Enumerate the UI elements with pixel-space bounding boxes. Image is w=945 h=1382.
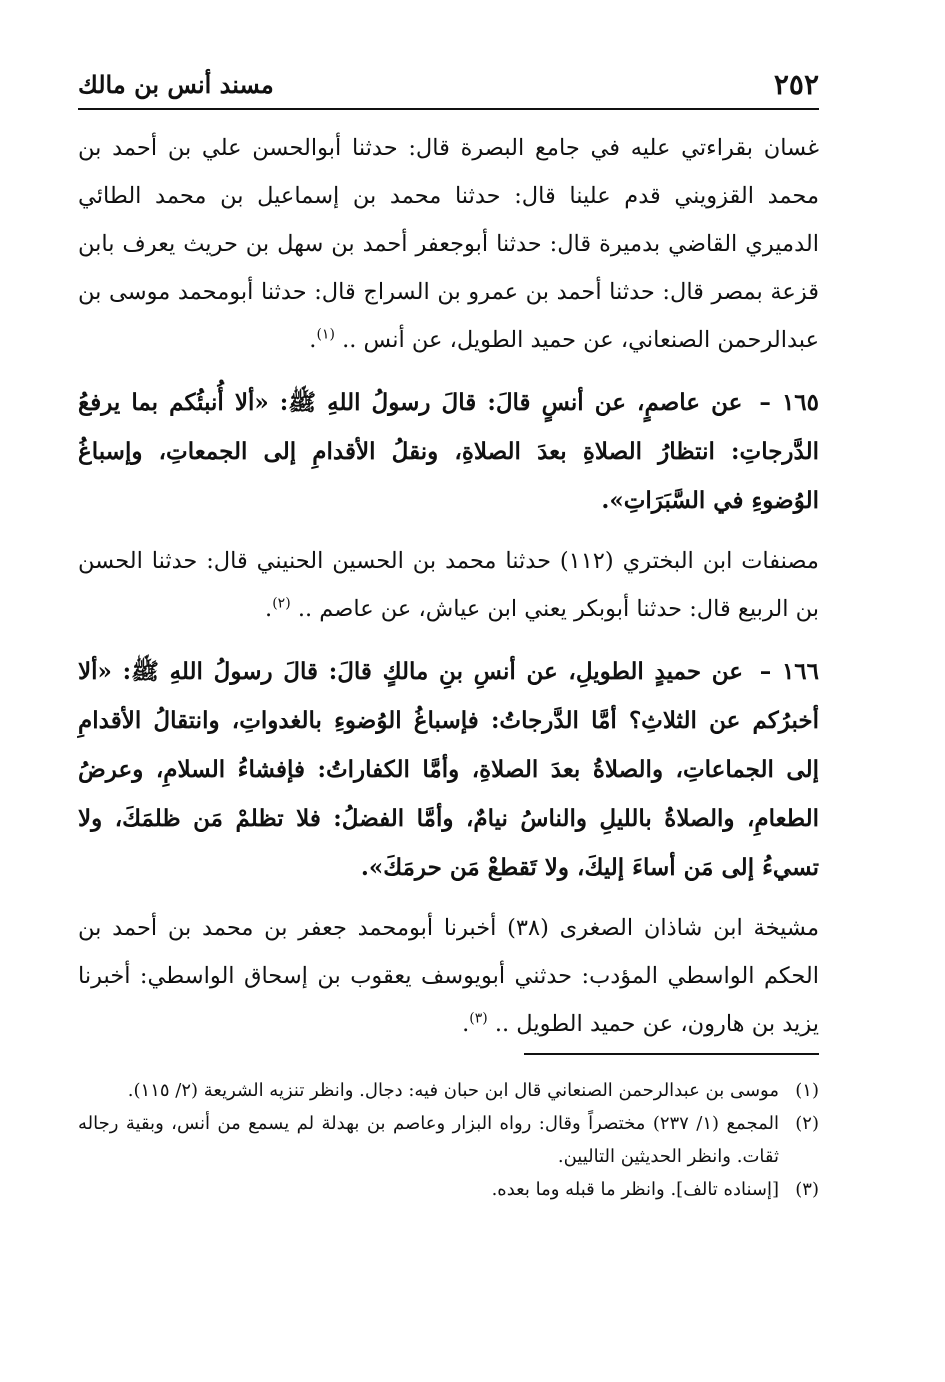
- isnad-paragraph: [78, 904, 819, 1048]
- footnote-number: (٢): [795, 1113, 819, 1134]
- isnad-paragraph: [78, 124, 819, 364]
- isnad-paragraph: [78, 537, 819, 633]
- footnote: [78, 1074, 819, 1107]
- hadith-paragraph: [78, 647, 819, 892]
- footnote-reference: (١): [316, 326, 335, 343]
- paragraph-end: .: [309, 327, 317, 353]
- footnote-number: (٣): [795, 1179, 819, 1200]
- footnote: [78, 1107, 819, 1173]
- paragraph-end: .: [462, 1011, 470, 1037]
- footnote-separator: [524, 1053, 819, 1055]
- footnotes: [78, 1074, 819, 1206]
- hadith-text: عن عاصمٍ، عن أنسٍ قالَ: قالَ رسولُ اللهِ ﷺ: «ألا أُنبئُكم بما يرفعُ الدَّرجاتِ: انتظارُ الصلاةِ بعدَ الصلاةِ، ونقلُ الأقدامِ إلى الجمعاتِ، وإسباغُ الوُضوءِ في السَّبَرَاتِ».: [78, 389, 819, 514]
- header-rule: [78, 108, 819, 110]
- main-text: [78, 124, 819, 1062]
- footnote-reference: (٢): [272, 595, 291, 612]
- footnote-text: موسى بن عبدالرحمن الصنعاني قال ابن حبان فيه: دجال. وانظر تنزيه الشريعة (٢/ ١١٥).: [127, 1080, 779, 1101]
- isnad-text: مصنفات ابن البختري (١١٢) حدثنا محمد بن الحسين الحنيني قال: حدثنا الحسن بن الربيع قال: حدثنا أبوبكر يعني ابن عياش، عن عاصم ..: [78, 548, 819, 622]
- footnote-text: المجمع (١/ ٢٣٧) مختصراً وقال: رواه البزار وعاصم بن بهدلة لم يسمع من أنس، وبقية رجاله ثقات. وانظر الحديثين التاليين.: [78, 1113, 779, 1167]
- footnote-text: [إسناده تالف]. وانظر ما قبله وما بعده.: [491, 1179, 779, 1200]
- hadith-number: ١٦٦ –: [759, 658, 819, 685]
- footnote: [78, 1173, 819, 1206]
- book-page: [78, 0, 819, 1382]
- hadith-paragraph: [78, 378, 819, 525]
- isnad-text: مشيخة ابن شاذان الصغرى (٣٨) أخبرنا أبومحمد جعفر بن محمد بن أحمد بن الحكم الواسطي المؤدب: حدثني أبويوسف يعقوب بن إسحاق الواسطي: أخبرنا يزيد بن هارون، عن حميد الطويل ..: [78, 915, 820, 1037]
- page-number: ٢٥٢: [773, 67, 819, 101]
- footnote-reference: (٣): [469, 1010, 488, 1027]
- running-header: [78, 64, 819, 104]
- paragraph-end: .: [265, 596, 273, 622]
- hadith-text: عن حميدٍ الطويلِ، عن أنسِ بنِ مالكٍ قالَ: قالَ رسولُ اللهِ ﷺ: «ألا أخبرُكم عن الثلاثِ؟ أمَّا الدَّرجاتُ: فإسباغُ الوُضوءِ بالغدواتِ، وانتقالُ الأقدامِ إلى الجماعاتِ، والصلاةُ بعدَ الصلاةِ، وأمَّا الكفاراتُ: فإفشاءُ السلامِ، وعرضُ الطعامِ، والصلاةُ بالليلِ والناسُ نيامٌ، وأمَّا الفضلُ: فلا تظلمْ مَن ظلمَكَ، ولا تسيءُ إلى مَن أساءَ إليكَ، ولا تَقطعْ مَن حرمَكَ».: [78, 658, 819, 881]
- isnad-text: غسان بقراءتي عليه في جامع البصرة قال: حدثنا أبوالحسن علي بن أحمد بن محمد القزويني قدم علينا قال: حدثنا محمد بن إسماعيل بن محمد الطائي الدميري القاضي بدميرة قال: حدثنا أبوجعفر أحمد بن سهل بن حريث يعرف بابن قزعة بمصر قال: حدثنا أحمد بن عمرو بن السراج قال: حدثنا أبومحمد موسى بن عبدالرحمن الصنعاني، عن حميد الطويل، عن أنس ..: [78, 135, 819, 353]
- hadith-number: ١٦٥ –: [759, 389, 819, 416]
- book-title: مسند أنس بن مالك: [78, 69, 274, 99]
- footnote-number: (١): [795, 1080, 819, 1101]
